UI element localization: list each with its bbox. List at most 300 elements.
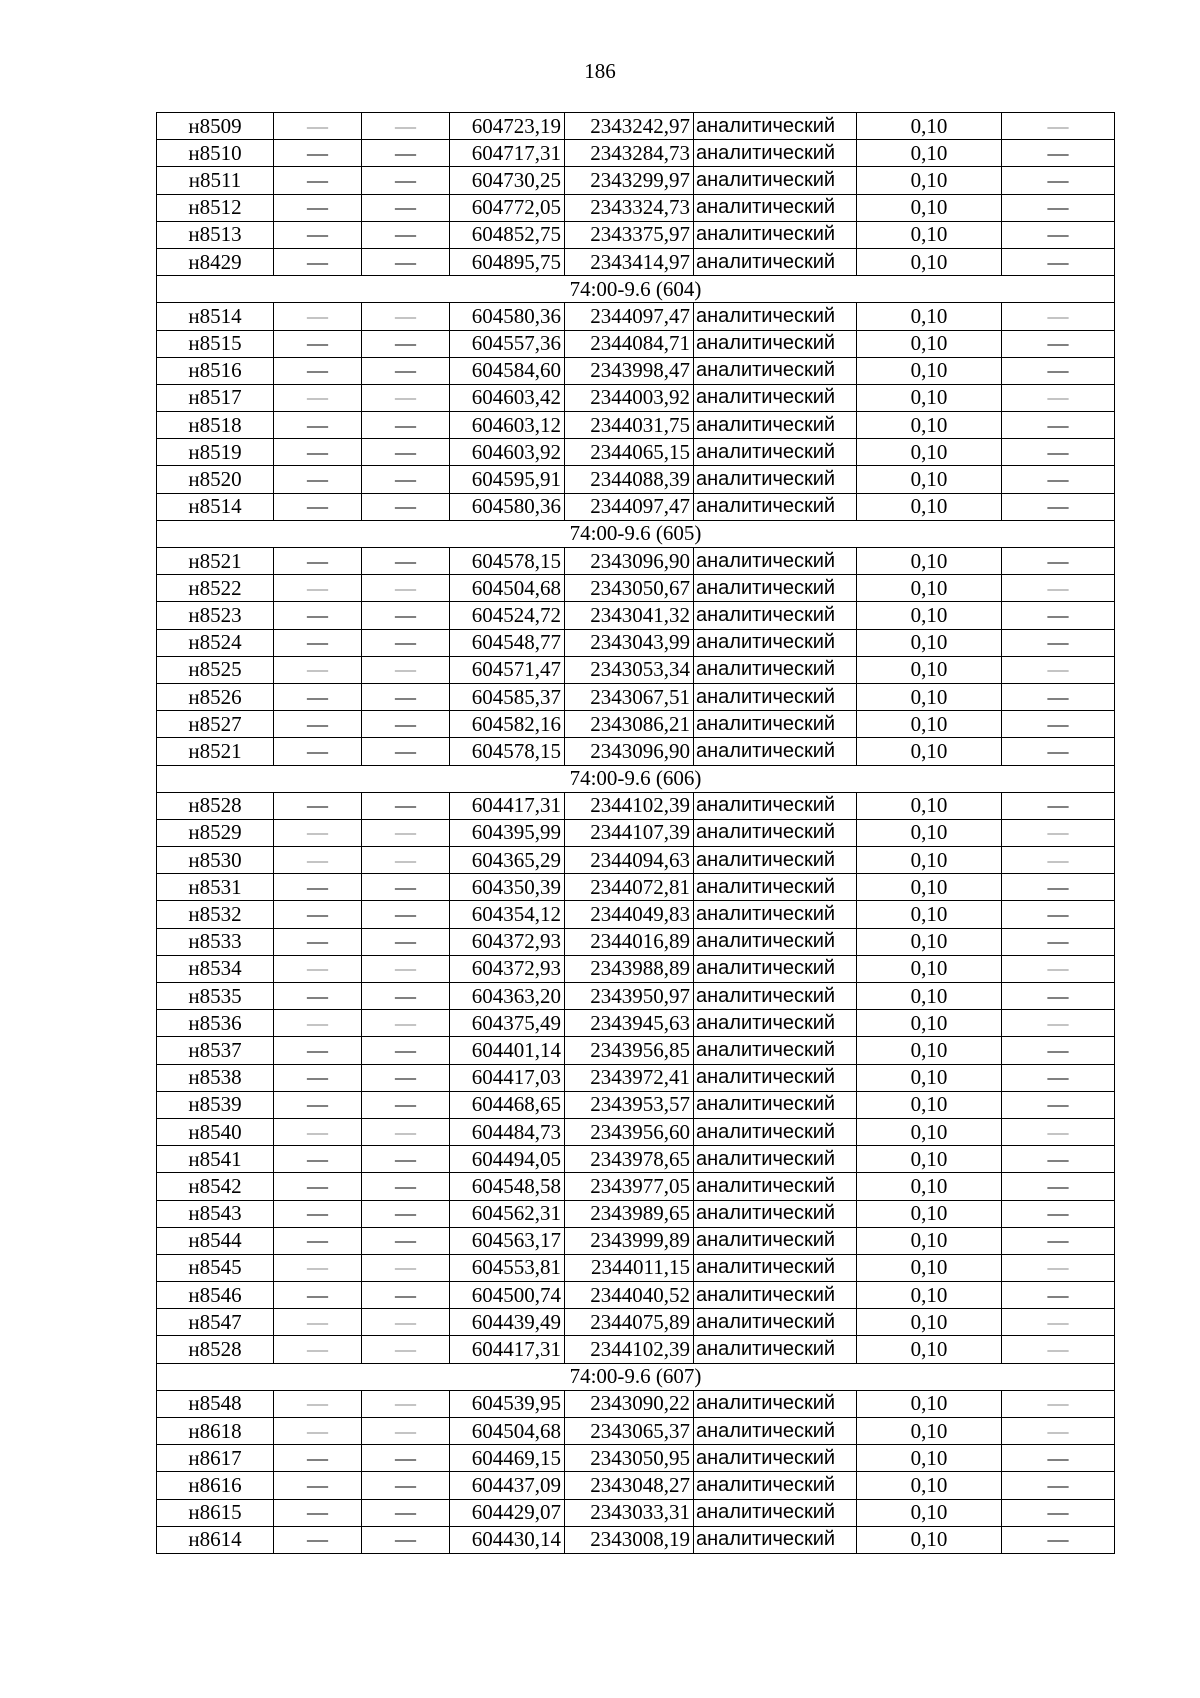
accuracy-cell: 0,10 (857, 1200, 1002, 1227)
method-cell: аналитический (694, 167, 857, 194)
point-id-cell: н8511 (157, 167, 274, 194)
old-y-cell: — (362, 1118, 450, 1145)
accuracy-cell: 0,10 (857, 140, 1002, 167)
table-row (157, 493, 1115, 520)
parcel-number: 74:00-9.6 (607) (157, 1363, 1115, 1390)
description-cell: — (1002, 357, 1115, 384)
y-coordinate-cell: 2343414,97 (565, 248, 694, 275)
point-id-cell: н8528 (157, 792, 274, 819)
table-row (157, 901, 1115, 928)
old-y-cell: — (362, 303, 450, 330)
point-id-cell: н8537 (157, 1037, 274, 1064)
method-cell: аналитический (694, 1200, 857, 1227)
x-coordinate-cell: 604469,15 (450, 1445, 565, 1472)
accuracy-cell: 0,10 (857, 1091, 1002, 1118)
table-row (157, 928, 1115, 955)
method-cell: аналитический (694, 466, 857, 493)
old-y-cell: — (362, 819, 450, 846)
old-x-cell: — (274, 221, 362, 248)
x-coordinate-cell: 604548,77 (450, 629, 565, 656)
old-x-cell: — (274, 629, 362, 656)
x-coordinate-cell: 604563,17 (450, 1227, 565, 1254)
method-cell: аналитический (694, 1390, 857, 1417)
old-x-cell: — (274, 1282, 362, 1309)
x-coordinate-cell: 604468,65 (450, 1091, 565, 1118)
section-header-row (157, 520, 1115, 547)
table-row (157, 983, 1115, 1010)
description-cell: — (1002, 466, 1115, 493)
old-y-cell: — (362, 983, 450, 1010)
old-x-cell: — (274, 1499, 362, 1526)
method-cell: аналитический (694, 928, 857, 955)
method-cell: аналитический (694, 983, 857, 1010)
old-y-cell: — (362, 874, 450, 901)
method-cell: аналитический (694, 656, 857, 683)
old-y-cell: — (362, 1227, 450, 1254)
x-coordinate-cell: 604401,14 (450, 1037, 565, 1064)
section-header-row (157, 276, 1115, 303)
point-id-cell: н8545 (157, 1254, 274, 1281)
method-cell: аналитический (694, 1064, 857, 1091)
method-cell: аналитический (694, 1336, 857, 1363)
old-x-cell: — (274, 330, 362, 357)
x-coordinate-cell: 604375,49 (450, 1010, 565, 1037)
description-cell: — (1002, 1309, 1115, 1336)
method-cell: аналитический (694, 140, 857, 167)
y-coordinate-cell: 2343067,51 (565, 683, 694, 710)
table-row (157, 1418, 1115, 1445)
x-coordinate-cell: 604494,05 (450, 1146, 565, 1173)
point-id-cell: н8520 (157, 466, 274, 493)
table-row (157, 1499, 1115, 1526)
accuracy-cell: 0,10 (857, 1254, 1002, 1281)
method-cell: аналитический (694, 303, 857, 330)
table-row (157, 1526, 1115, 1553)
description-cell: — (1002, 412, 1115, 439)
point-id-cell: н8532 (157, 901, 274, 928)
point-id-cell: н8548 (157, 1390, 274, 1417)
old-x-cell: — (274, 439, 362, 466)
accuracy-cell: 0,10 (857, 412, 1002, 439)
x-coordinate-cell: 604571,47 (450, 656, 565, 683)
x-coordinate-cell: 604717,31 (450, 140, 565, 167)
old-x-cell: — (274, 575, 362, 602)
description-cell: — (1002, 439, 1115, 466)
y-coordinate-cell: 2343999,89 (565, 1227, 694, 1254)
point-id-cell: н8533 (157, 928, 274, 955)
accuracy-cell: 0,10 (857, 602, 1002, 629)
method-cell: аналитический (694, 955, 857, 982)
description-cell: — (1002, 194, 1115, 221)
table-row (157, 1037, 1115, 1064)
old-y-cell: — (362, 330, 450, 357)
accuracy-cell: 0,10 (857, 113, 1002, 140)
old-x-cell: — (274, 1037, 362, 1064)
description-cell: — (1002, 955, 1115, 982)
old-x-cell: — (274, 384, 362, 411)
x-coordinate-cell: 604395,99 (450, 819, 565, 846)
old-y-cell: — (362, 683, 450, 710)
y-coordinate-cell: 2343977,05 (565, 1173, 694, 1200)
y-coordinate-cell: 2343008,19 (565, 1526, 694, 1553)
y-coordinate-cell: 2343978,65 (565, 1146, 694, 1173)
x-coordinate-cell: 604372,93 (450, 955, 565, 982)
x-coordinate-cell: 604417,03 (450, 1064, 565, 1091)
accuracy-cell: 0,10 (857, 1118, 1002, 1145)
old-y-cell: — (362, 1390, 450, 1417)
table-row (157, 548, 1115, 575)
description-cell: — (1002, 493, 1115, 520)
description-cell: — (1002, 113, 1115, 140)
method-cell: аналитический (694, 1091, 857, 1118)
description-cell: — (1002, 140, 1115, 167)
x-coordinate-cell: 604350,39 (450, 874, 565, 901)
y-coordinate-cell: 2344049,83 (565, 901, 694, 928)
old-x-cell: — (274, 1146, 362, 1173)
description-cell: — (1002, 167, 1115, 194)
old-y-cell: — (362, 575, 450, 602)
x-coordinate-cell: 604524,72 (450, 602, 565, 629)
method-cell: аналитический (694, 1118, 857, 1145)
old-x-cell: — (274, 248, 362, 275)
old-x-cell: — (274, 548, 362, 575)
accuracy-cell: 0,10 (857, 1037, 1002, 1064)
method-cell: аналитический (694, 439, 857, 466)
old-x-cell: — (274, 1472, 362, 1499)
point-id-cell: н8528 (157, 1336, 274, 1363)
old-y-cell: — (362, 847, 450, 874)
accuracy-cell: 0,10 (857, 1390, 1002, 1417)
old-y-cell: — (362, 1010, 450, 1037)
method-cell: аналитический (694, 194, 857, 221)
x-coordinate-cell: 604553,81 (450, 1254, 565, 1281)
y-coordinate-cell: 2343284,73 (565, 140, 694, 167)
y-coordinate-cell: 2344072,81 (565, 874, 694, 901)
old-x-cell: — (274, 1200, 362, 1227)
point-id-cell: н8515 (157, 330, 274, 357)
description-cell: — (1002, 575, 1115, 602)
description-cell: — (1002, 1010, 1115, 1037)
old-x-cell: — (274, 683, 362, 710)
accuracy-cell: 0,10 (857, 683, 1002, 710)
x-coordinate-cell: 604500,74 (450, 1282, 565, 1309)
accuracy-cell: 0,10 (857, 1064, 1002, 1091)
y-coordinate-cell: 2343988,89 (565, 955, 694, 982)
accuracy-cell: 0,10 (857, 928, 1002, 955)
point-id-cell: н8510 (157, 140, 274, 167)
table-row (157, 466, 1115, 493)
accuracy-cell: 0,10 (857, 1472, 1002, 1499)
table-row (157, 874, 1115, 901)
y-coordinate-cell: 2343989,65 (565, 1200, 694, 1227)
old-x-cell: — (274, 412, 362, 439)
accuracy-cell: 0,10 (857, 1336, 1002, 1363)
x-coordinate-cell: 604578,15 (450, 738, 565, 765)
table-row (157, 1010, 1115, 1037)
point-id-cell: н8514 (157, 493, 274, 520)
point-id-cell: н8526 (157, 683, 274, 710)
old-y-cell: — (362, 1418, 450, 1445)
method-cell: аналитический (694, 113, 857, 140)
description-cell: — (1002, 1282, 1115, 1309)
old-y-cell: — (362, 901, 450, 928)
y-coordinate-cell: 2344040,52 (565, 1282, 694, 1309)
x-coordinate-cell: 604580,36 (450, 493, 565, 520)
description-cell: — (1002, 629, 1115, 656)
point-id-cell: н8542 (157, 1173, 274, 1200)
method-cell: аналитический (694, 1418, 857, 1445)
old-y-cell: — (362, 384, 450, 411)
method-cell: аналитический (694, 602, 857, 629)
description-cell: — (1002, 602, 1115, 629)
method-cell: аналитический (694, 1472, 857, 1499)
accuracy-cell: 0,10 (857, 819, 1002, 846)
old-x-cell: — (274, 357, 362, 384)
y-coordinate-cell: 2344097,47 (565, 493, 694, 520)
table-row (157, 1118, 1115, 1145)
old-y-cell: — (362, 1064, 450, 1091)
point-id-cell: н8543 (157, 1200, 274, 1227)
x-coordinate-cell: 604895,75 (450, 248, 565, 275)
accuracy-cell: 0,10 (857, 1418, 1002, 1445)
old-x-cell: — (274, 983, 362, 1010)
x-coordinate-cell: 604852,75 (450, 221, 565, 248)
table-row (157, 1254, 1115, 1281)
section-header-row (157, 1363, 1115, 1390)
old-y-cell: — (362, 955, 450, 982)
x-coordinate-cell: 604372,93 (450, 928, 565, 955)
method-cell: аналитический (694, 412, 857, 439)
table-row (157, 1146, 1115, 1173)
x-coordinate-cell: 604484,73 (450, 1118, 565, 1145)
old-y-cell: — (362, 194, 450, 221)
y-coordinate-cell: 2343065,37 (565, 1418, 694, 1445)
description-cell: — (1002, 221, 1115, 248)
x-coordinate-cell: 604363,20 (450, 983, 565, 1010)
y-coordinate-cell: 2343033,31 (565, 1499, 694, 1526)
y-coordinate-cell: 2344003,92 (565, 384, 694, 411)
y-coordinate-cell: 2344075,89 (565, 1309, 694, 1336)
y-coordinate-cell: 2343956,60 (565, 1118, 694, 1145)
old-y-cell: — (362, 140, 450, 167)
old-y-cell: — (362, 629, 450, 656)
point-id-cell: н8429 (157, 248, 274, 275)
point-id-cell: н8547 (157, 1309, 274, 1336)
description-cell: — (1002, 656, 1115, 683)
accuracy-cell: 0,10 (857, 874, 1002, 901)
table-row (157, 194, 1115, 221)
table-row (157, 167, 1115, 194)
old-x-cell: — (274, 140, 362, 167)
old-y-cell: — (362, 1526, 450, 1553)
point-id-cell: н8540 (157, 1118, 274, 1145)
y-coordinate-cell: 2344097,47 (565, 303, 694, 330)
old-x-cell: — (274, 1173, 362, 1200)
point-id-cell: н8521 (157, 548, 274, 575)
description-cell: — (1002, 330, 1115, 357)
point-id-cell: н8544 (157, 1227, 274, 1254)
old-x-cell: — (274, 928, 362, 955)
point-id-cell: н8616 (157, 1472, 274, 1499)
x-coordinate-cell: 604504,68 (450, 1418, 565, 1445)
description-cell: — (1002, 1037, 1115, 1064)
old-y-cell: — (362, 1445, 450, 1472)
x-coordinate-cell: 604417,31 (450, 1336, 565, 1363)
table-row (157, 1336, 1115, 1363)
point-id-cell: н8617 (157, 1445, 274, 1472)
point-id-cell: н8618 (157, 1418, 274, 1445)
x-coordinate-cell: 604772,05 (450, 194, 565, 221)
method-cell: аналитический (694, 1254, 857, 1281)
accuracy-cell: 0,10 (857, 629, 1002, 656)
description-cell: — (1002, 1445, 1115, 1472)
x-coordinate-cell: 604365,29 (450, 847, 565, 874)
method-cell: аналитический (694, 1309, 857, 1336)
point-id-cell: н8525 (157, 656, 274, 683)
description-cell: — (1002, 1254, 1115, 1281)
old-y-cell: — (362, 1309, 450, 1336)
method-cell: аналитический (694, 1227, 857, 1254)
y-coordinate-cell: 2343086,21 (565, 711, 694, 738)
table-row (157, 955, 1115, 982)
old-x-cell: — (274, 602, 362, 629)
x-coordinate-cell: 604417,31 (450, 792, 565, 819)
accuracy-cell: 0,10 (857, 1282, 1002, 1309)
description-cell: — (1002, 1118, 1115, 1145)
old-y-cell: — (362, 1200, 450, 1227)
accuracy-cell: 0,10 (857, 1146, 1002, 1173)
point-id-cell: н8527 (157, 711, 274, 738)
old-y-cell: — (362, 1173, 450, 1200)
accuracy-cell: 0,10 (857, 1526, 1002, 1553)
table-row (157, 384, 1115, 411)
point-id-cell: н8524 (157, 629, 274, 656)
method-cell: аналитический (694, 1037, 857, 1064)
y-coordinate-cell: 2343090,22 (565, 1390, 694, 1417)
description-cell: — (1002, 1200, 1115, 1227)
parcel-number: 74:00-9.6 (605) (157, 520, 1115, 547)
y-coordinate-cell: 2343096,90 (565, 738, 694, 765)
old-x-cell: — (274, 847, 362, 874)
y-coordinate-cell: 2344065,15 (565, 439, 694, 466)
y-coordinate-cell: 2344094,63 (565, 847, 694, 874)
table-row (157, 248, 1115, 275)
accuracy-cell: 0,10 (857, 303, 1002, 330)
old-y-cell: — (362, 493, 450, 520)
description-cell: — (1002, 548, 1115, 575)
point-id-cell: н8509 (157, 113, 274, 140)
x-coordinate-cell: 604584,60 (450, 357, 565, 384)
description-cell: — (1002, 792, 1115, 819)
y-coordinate-cell: 2343324,73 (565, 194, 694, 221)
method-cell: аналитический (694, 330, 857, 357)
table-row (157, 1309, 1115, 1336)
coordinates-table-body (157, 113, 1115, 1554)
description-cell: — (1002, 1526, 1115, 1553)
y-coordinate-cell: 2343998,47 (565, 357, 694, 384)
y-coordinate-cell: 2343053,34 (565, 656, 694, 683)
y-coordinate-cell: 2343041,32 (565, 602, 694, 629)
old-y-cell: — (362, 357, 450, 384)
table-row (157, 711, 1115, 738)
parcel-number: 74:00-9.6 (606) (157, 765, 1115, 792)
description-cell: — (1002, 303, 1115, 330)
method-cell: аналитический (694, 1010, 857, 1037)
point-id-cell: н8529 (157, 819, 274, 846)
old-x-cell: — (274, 113, 362, 140)
table-row (157, 629, 1115, 656)
y-coordinate-cell: 2343048,27 (565, 1472, 694, 1499)
old-x-cell: — (274, 1010, 362, 1037)
accuracy-cell: 0,10 (857, 1173, 1002, 1200)
description-cell: — (1002, 248, 1115, 275)
point-id-cell: н8531 (157, 874, 274, 901)
point-id-cell: н8523 (157, 602, 274, 629)
point-id-cell: н8539 (157, 1091, 274, 1118)
description-cell: — (1002, 711, 1115, 738)
old-y-cell: — (362, 466, 450, 493)
y-coordinate-cell: 2343375,97 (565, 221, 694, 248)
old-x-cell: — (274, 466, 362, 493)
y-coordinate-cell: 2343050,67 (565, 575, 694, 602)
old-x-cell: — (274, 1118, 362, 1145)
point-id-cell: н8518 (157, 412, 274, 439)
old-x-cell: — (274, 1445, 362, 1472)
y-coordinate-cell: 2343972,41 (565, 1064, 694, 1091)
description-cell: — (1002, 928, 1115, 955)
x-coordinate-cell: 604582,16 (450, 711, 565, 738)
method-cell: аналитический (694, 548, 857, 575)
method-cell: аналитический (694, 384, 857, 411)
old-y-cell: — (362, 113, 450, 140)
accuracy-cell: 0,10 (857, 194, 1002, 221)
old-x-cell: — (274, 1336, 362, 1363)
description-cell: — (1002, 1146, 1115, 1173)
accuracy-cell: 0,10 (857, 847, 1002, 874)
point-id-cell: н8516 (157, 357, 274, 384)
old-x-cell: — (274, 901, 362, 928)
old-y-cell: — (362, 656, 450, 683)
method-cell: аналитический (694, 1173, 857, 1200)
old-x-cell: — (274, 792, 362, 819)
point-id-cell: н8615 (157, 1499, 274, 1526)
accuracy-cell: 0,10 (857, 792, 1002, 819)
table-row (157, 1472, 1115, 1499)
old-x-cell: — (274, 1091, 362, 1118)
method-cell: аналитический (694, 248, 857, 275)
point-id-cell: н8519 (157, 439, 274, 466)
description-cell: — (1002, 847, 1115, 874)
point-id-cell: н8541 (157, 1146, 274, 1173)
table-row (157, 412, 1115, 439)
old-y-cell: — (362, 1499, 450, 1526)
method-cell: аналитический (694, 819, 857, 846)
table-row (157, 357, 1115, 384)
old-y-cell: — (362, 1472, 450, 1499)
method-cell: аналитический (694, 738, 857, 765)
y-coordinate-cell: 2344102,39 (565, 1336, 694, 1363)
table-row (157, 221, 1115, 248)
table-row (157, 792, 1115, 819)
y-coordinate-cell: 2343050,95 (565, 1445, 694, 1472)
old-x-cell: — (274, 167, 362, 194)
description-cell: — (1002, 1418, 1115, 1445)
x-coordinate-cell: 604723,19 (450, 113, 565, 140)
accuracy-cell: 0,10 (857, 548, 1002, 575)
accuracy-cell: 0,10 (857, 248, 1002, 275)
old-x-cell: — (274, 1309, 362, 1336)
x-coordinate-cell: 604580,36 (450, 303, 565, 330)
